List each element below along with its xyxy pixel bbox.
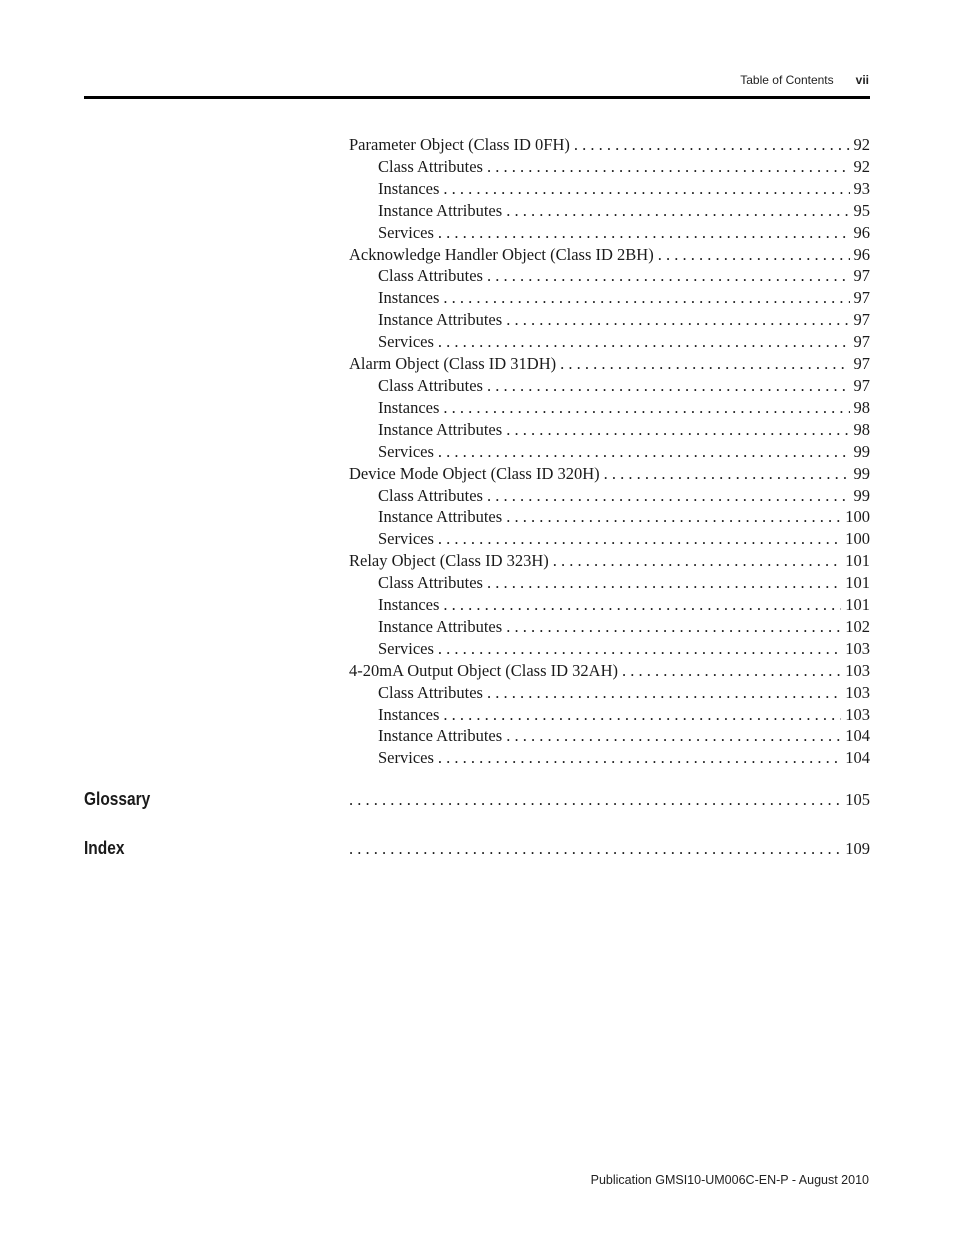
toc-entry-page: 102 [845,616,870,636]
toc-entry-title: Instance Attributes [378,616,503,636]
dot-leader [506,309,849,331]
toc-entry-title: Services [378,638,434,658]
toc-entry-page: 100 [845,507,870,527]
toc-subentry[interactable] [349,178,870,200]
header-rule [84,96,870,99]
toc-subentry[interactable] [349,331,870,353]
toc-leader-row [349,790,870,810]
toc-entry[interactable] [349,660,870,682]
dot-leader [604,463,850,485]
dot-leader [349,839,841,859]
toc-entry-page: 100 [845,529,870,549]
toc-entry-title: Alarm Object (Class ID 31DH) [349,354,557,374]
dot-leader [438,638,841,660]
toc-entry-page: 96 [853,222,870,242]
toc-subentry[interactable] [349,638,870,660]
toc-entry-page: 103 [845,682,870,702]
dot-leader [506,506,841,528]
toc-entry-page: 98 [853,419,870,439]
dot-leader [506,616,841,638]
toc-subentry[interactable] [349,200,870,222]
dot-leader [443,397,849,419]
dot-leader [438,441,850,463]
dot-leader [438,747,841,769]
page-number: 105 [845,790,870,809]
dot-leader [487,485,850,507]
dot-leader [506,725,841,747]
toc-subentry[interactable] [349,265,870,287]
dot-leader [443,704,841,726]
toc-subentry[interactable] [349,747,870,769]
toc-leader-row [349,839,870,859]
toc-entry-page: 101 [845,573,870,593]
toc-entry-page: 103 [845,704,870,724]
toc-entry[interactable] [349,550,870,572]
toc-subentry[interactable] [349,682,870,704]
toc-entry-page: 96 [853,244,870,264]
toc-subentry[interactable] [349,397,870,419]
toc-subentry[interactable] [349,156,870,178]
toc-subentry[interactable] [349,616,870,638]
toc-entry-page: 92 [853,135,870,154]
toc-entry-page: 95 [853,200,870,220]
dot-leader [574,134,850,156]
toc-subentry[interactable] [349,485,870,507]
dot-leader [349,790,841,810]
toc-entry-title: Services [378,441,434,461]
toc-entry-title: Instances [378,397,440,417]
toc-subentry[interactable] [349,725,870,747]
toc-section-glossary[interactable] [84,789,870,810]
header-page-number: vii [855,73,869,87]
toc-subentry[interactable] [349,528,870,550]
toc-subentry[interactable] [349,419,870,441]
dot-leader [506,419,849,441]
toc-subentry[interactable] [349,704,870,726]
toc-entry-page: 97 [853,375,870,395]
dot-leader [622,660,841,682]
toc-entry[interactable] [349,244,870,266]
toc-subentry[interactable] [349,375,870,397]
toc-entry-page: 93 [853,178,870,198]
dot-leader [487,156,850,178]
toc-entry-title: Class Attributes [378,266,483,286]
toc-entry-title: Instances [378,704,440,724]
toc-entry-title: Class Attributes [378,156,483,176]
toc-entry-page: 104 [845,726,870,746]
running-header [740,73,869,87]
section-title: Index [84,838,125,858]
dot-leader [487,572,841,594]
toc-entry-title: Instances [378,595,440,615]
toc-entry-title: Instance Attributes [378,310,503,330]
toc-entry-title: Services [378,529,434,549]
toc-entry-title: Instance Attributes [378,200,503,220]
dot-leader [438,331,850,353]
toc-entry[interactable] [349,134,870,156]
toc-section-index[interactable] [84,838,870,859]
page-number: 109 [845,839,870,858]
dot-leader [487,375,850,397]
toc-subentry[interactable] [349,309,870,331]
toc-entry-title: Services [378,332,434,352]
toc-entry-title: 4-20mA Output Object (Class ID 32AH) [349,660,619,680]
toc-entry-page: 99 [853,485,870,505]
toc-entry-title: Acknowledge Handler Object (Class ID 2BH) [349,244,654,264]
toc-entry-title: Relay Object (Class ID 323H) [349,551,549,571]
toc-entry-title: Class Attributes [378,573,483,593]
toc-entry[interactable] [349,353,870,375]
toc-entry-page: 97 [853,332,870,352]
toc-subentry[interactable] [349,222,870,244]
toc-entry-title: Services [378,748,434,768]
section-title: Glossary [84,789,151,809]
dot-leader [438,222,850,244]
dot-leader [560,353,849,375]
dot-leader [487,682,841,704]
dot-leader [553,550,841,572]
dot-leader [487,265,850,287]
header-section-title: Table of Contents [740,73,834,87]
toc-entry-title: Device Mode Object (Class ID 320H) [349,463,600,483]
toc-entry[interactable] [349,463,870,485]
toc-entry-page: 97 [853,266,870,286]
toc-entry-title: Class Attributes [378,682,483,702]
toc-entry-title: Parameter Object (Class ID 0FH) [349,135,570,154]
toc-entry-page: 97 [853,354,870,374]
toc-entry-page: 103 [845,660,870,680]
toc-entry-page: 104 [845,748,870,768]
dot-leader [506,200,849,222]
dot-leader [658,244,850,266]
toc-entry-page: 99 [853,441,870,461]
toc-subentry[interactable] [349,287,870,309]
toc-entry-page: 101 [845,595,870,615]
toc-entry-title: Instance Attributes [378,726,503,746]
publication-footer: Publication GMSI10-UM006C-EN-P - August 2010 [590,1173,869,1187]
toc-entry-page: 99 [853,463,870,483]
toc-entry-title: Class Attributes [378,485,483,505]
dot-leader [443,178,849,200]
dot-leader [438,528,841,550]
toc-entry-title: Class Attributes [378,375,483,395]
toc-entry-page: 103 [845,638,870,658]
toc-entry-title: Instance Attributes [378,507,503,527]
toc-entry-page: 97 [853,288,870,308]
toc-list [349,134,870,769]
toc-entry-title: Services [378,222,434,242]
toc-entry-title: Instance Attributes [378,419,503,439]
toc-entry-page: 101 [845,551,870,571]
toc-entry-page: 97 [853,310,870,330]
dot-leader [443,287,849,309]
toc-entry-title: Instances [378,288,440,308]
toc-entry-page: 92 [853,156,870,176]
toc-subentry[interactable] [349,572,870,594]
toc-entry-page: 98 [853,397,870,417]
dot-leader [443,594,841,616]
toc-subentry[interactable] [349,506,870,528]
toc-subentry[interactable] [349,441,870,463]
toc-entry-title: Instances [378,178,440,198]
toc-subentry[interactable] [349,594,870,616]
